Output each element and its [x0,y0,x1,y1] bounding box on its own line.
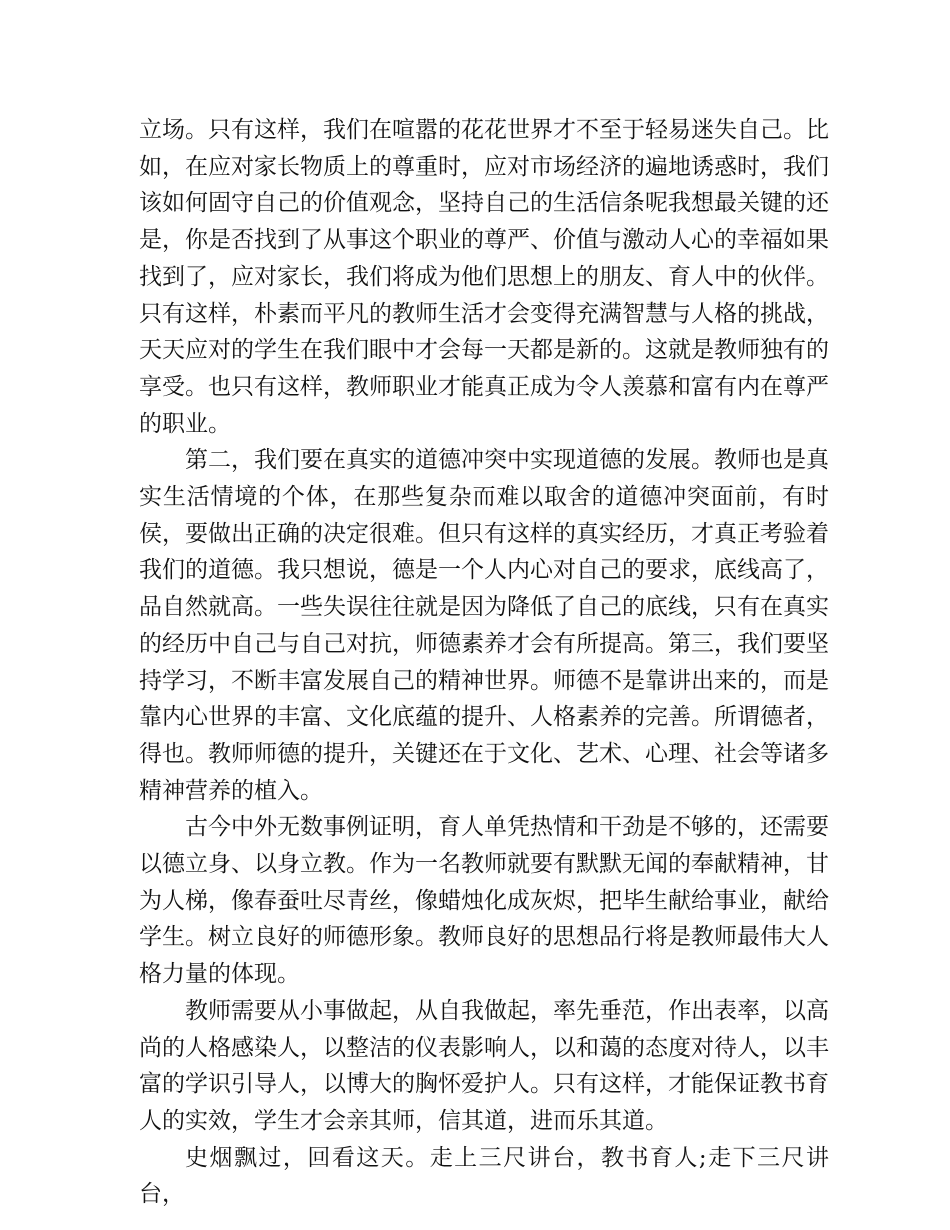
paragraph-3: 古今中外无数事例证明，育人单凭热情和干劲是不够的，还需要以德立身、以身立教。作为一名教师就要有默默无闻的奉献精神，甘为人梯，像春蚕吐尽青丝，像蜡烛化成灰烬，把毕生献给事业，献给学生。树立良好的师德形象。教师良好的思想品行将是教师最伟大人格力量的体现。 [139,814,829,988]
paragraph-4: 教师需要从小事做起，从自我做起，率先垂范，作出表率，以高尚的人格感染人，以整洁的仪表影响人，以和蔼的态度对待人，以丰富的学识引导人，以博大的胸怀爱护人。只有这样，才能保证教书育人的实效，学生才会亲其师，信其道，进而乐其道。 [139,997,829,1134]
paragraph-2: 第二，我们要在真实的道德冲突中实现道德的发展。教师也是真实生活情境的个体，在那些复杂而难以取舍的道德冲突面前，有时侯，要做出正确的决定很难。但只有这样的真实经历，才真正考验着我们的道德。我只想说，德是一个人内心对自己的要求，底线高了，品自然就高。一些失误往往就是因为降低了自己的底线，只有在真实的经历中自己与自己对抗，师德素养才会有所提高。第三，我们要坚持学习，不断丰富发展自己的精神世界。师德不是靠讲出来的，而是靠内心世界的丰富、文化底蕴的提升、人格素养的完善。所谓德者，得也。教师师德的提升，关键还在于文化、艺术、心理、社会等诸多精神营养的植入。 [139,447,829,804]
paragraph-5: 史烟飘过，回看这天。走上三尺讲台，教书育人;走下三尺讲台， [139,1144,829,1208]
document-page [139,112,829,1213]
paragraph-1: 立场。只有这样，我们在喧嚣的花花世界才不至于轻易迷失自己。比如，在应对家长物质上的尊重时，应对市场经济的遍地诱惑时，我们该如何固守自己的价值观念，坚持自己的生活信条呢我想最关键的还是，你是否找到了从事这个职业的尊严、价值与激动人心的幸福如果找到了，应对家长，我们将成为他们思想上的朋友、育人中的伙伴。只有这样，朴素而平凡的教师生活才会变得充满智慧与人格的挑战，天天应对的学生在我们眼中才会每一天都是新的。这就是教师独有的享受。也只有这样，教师职业才能真正成为令人羡慕和富有内在尊严的职业。 [139,117,829,437]
